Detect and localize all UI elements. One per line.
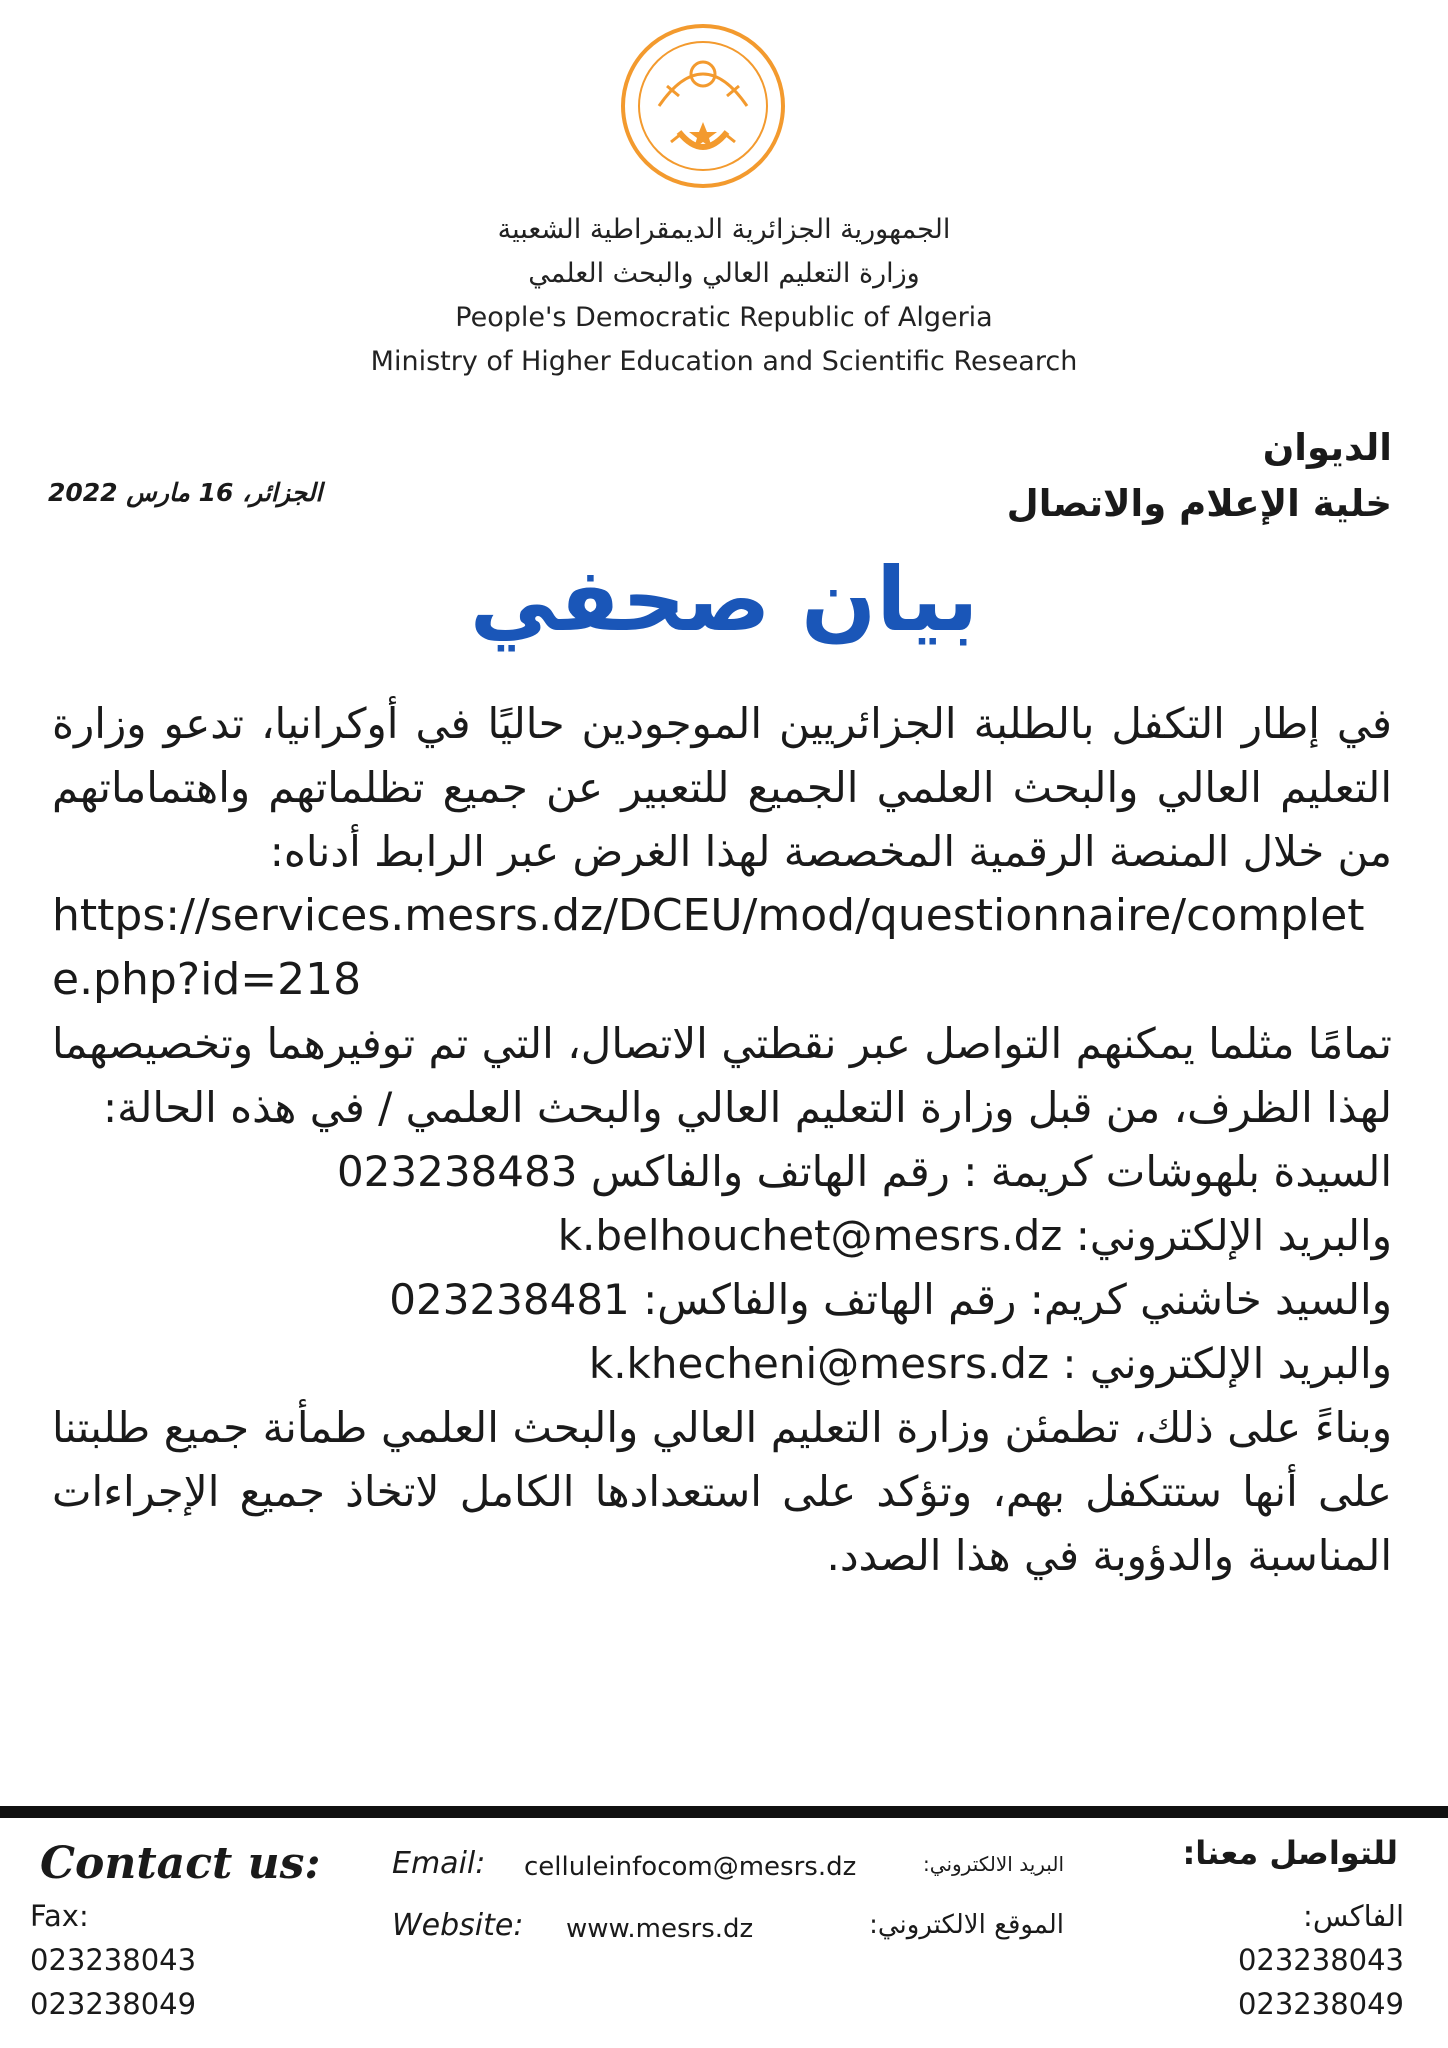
contact-2-email-label: والبريد الإلكتروني : [1062,1339,1392,1388]
contact-2-email-line [52,1332,1392,1396]
fax-number-1: 023238043 [30,1943,197,1977]
cell-label: خلية الإعلام والاتصال [1006,482,1392,525]
contact-1-text: السيدة بلهوشات كريمة : رقم الهاتف والفاكس [590,1147,1392,1196]
fax-block-left [30,1894,196,2026]
fax-number-ar-2: 023238049 [1237,1987,1404,2021]
header-arabic-republic: الجمهورية الجزائرية الديمقراطية الشعبية [497,214,951,245]
fax-number-ar-1: 023238043 [1237,1943,1404,1977]
email-label-arabic: البريد الالكتروني: [923,1852,1064,1876]
fax-label: Fax: [30,1899,89,1933]
footer-divider [0,1806,1448,1818]
sender-block [1007,420,1392,532]
header-english-republic: People's Democratic Republic of Algeria [455,302,993,333]
fax-label-arabic: الفاكس: [1303,1899,1404,1933]
header-english-ministry: Ministry of Higher Education and Scientific Research [370,346,1078,377]
email-value[interactable]: celluleinfocom@mesrs.dz [524,1852,857,1882]
contact-1-email-line [52,1204,1392,1268]
office-label: الديوان [1262,426,1392,469]
website-label: Website: [392,1908,524,1943]
paragraph-2: تمامًا مثلما يمكنهم التواصل عبر نقطتي الاتصال، التي تم توفيرهما وتخصيصهما لهذا الظرف، من قبل وزارة التعليم العالي والبحث العلمي / في هذه الحالة: [52,1019,1392,1132]
website-row [392,1908,1064,1952]
website-value[interactable]: www.mesrs.dz [566,1914,754,1944]
document-date: الجزائر، 16 مارس 2022 [48,478,323,507]
document-title: بيان صحفي [469,548,979,651]
website-label-arabic: الموقع الالكتروني: [869,1910,1064,1940]
email-label: Email: [392,1846,486,1881]
contact-2-email[interactable]: k.khecheni@mesrs.dz [588,1339,1050,1388]
contact-2-phone: 023238481 [389,1275,630,1324]
contact-1-phone: 023238483 [336,1147,578,1196]
contact-2 [52,1268,1392,1332]
fax-block-right [1238,1894,1404,2026]
letterhead [0,208,1448,384]
header-arabic-ministry: وزارة التعليم العالي والبحث العلمي [528,258,920,289]
contact-2-text: والسيد خاشني كريم: رقم الهاتف والفاكس: [643,1275,1392,1324]
contact-1-email-label: والبريد الإلكتروني: [1075,1211,1392,1260]
contact-1 [52,1140,1392,1204]
press-release-body [52,692,1392,1588]
contact-us-heading-arabic: للتواصل معنا: [1182,1834,1398,1872]
paragraph-3: وبناءً على ذلك، تطمئن وزارة التعليم العالي والبحث العلمي طمأنة جميع طلبتنا على أنها ستتكفل بهم، وتؤكد على استعدادها الكامل لاتخاذ جميع الإجراءات المناسبة والدؤوبة في هذا الصدد. [52,1403,1392,1580]
email-row [392,1846,1064,1890]
national-emblem-seal [619,22,787,190]
paragraph-1: في إطار التكفل بالطلبة الجزائريين الموجودين حاليًا في أوكرانيا، تدعو وزارة التعليم العالي والبحث العلمي الجميع للتعبير عن جميع تظلماتهم واهتماماتهم من خلال المنصة الرقمية المخصصة لهذا الغرض عبر الرابط أدناه: [52,699,1392,876]
fax-number-2: 023238049 [30,1987,197,2021]
contact-us-heading: Contact us: [40,1838,321,1889]
contact-1-email[interactable]: k.belhouchet@mesrs.dz [557,1211,1063,1260]
questionnaire-link[interactable]: https://services.mesrs.dz/DCEU/mod/questionnaire/complete.php?id=218 [52,890,1365,1005]
